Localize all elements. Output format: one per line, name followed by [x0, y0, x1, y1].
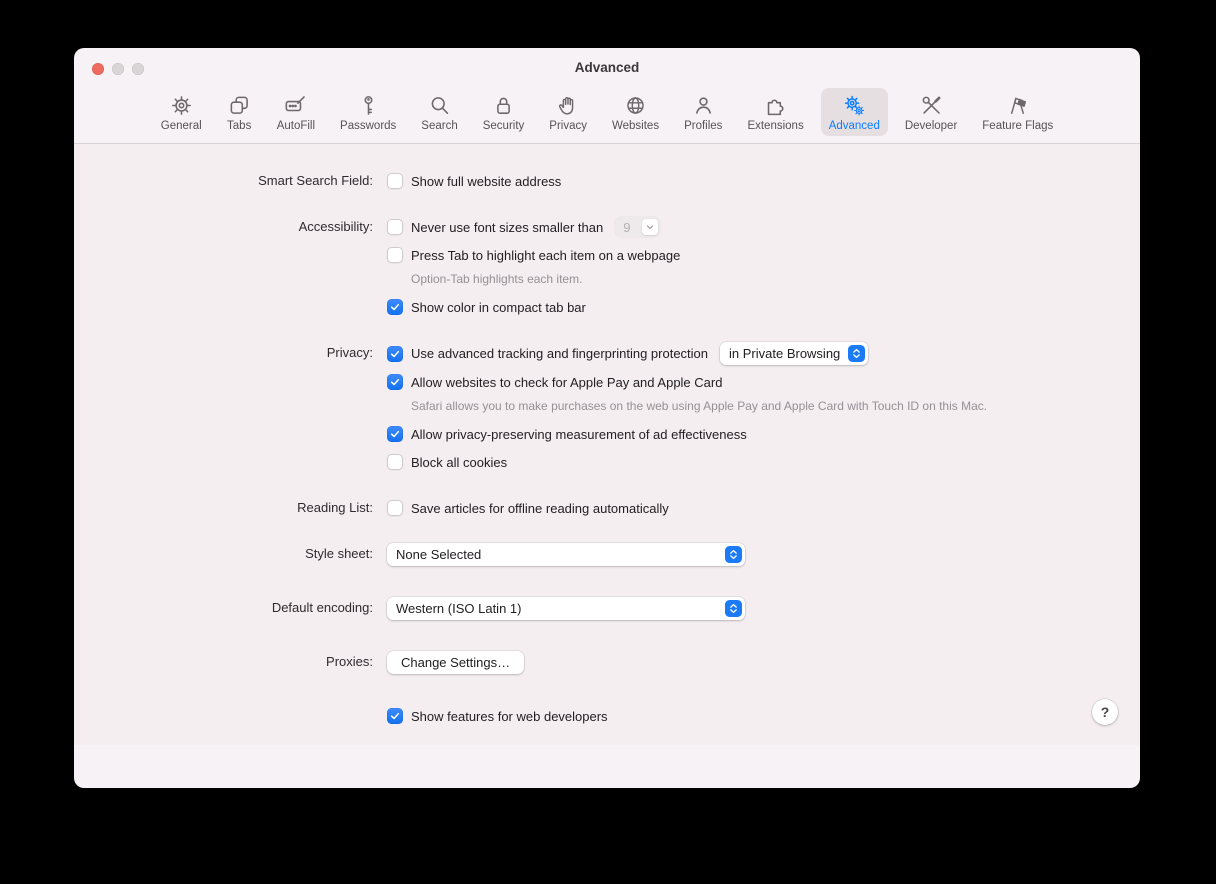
- checkbox-label: Show full website address: [411, 173, 562, 189]
- checkbox-row: [387, 216, 680, 238]
- checkbox-label: Use advanced tracking and fingerprinting protection: [411, 346, 709, 361]
- tab-extensions[interactable]: [739, 88, 811, 136]
- tab-advanced[interactable]: [821, 88, 888, 136]
- section-label: Default encoding:: [271, 600, 373, 615]
- autofill-icon: [283, 93, 308, 118]
- tab-developer[interactable]: [897, 88, 965, 136]
- section-default-encoding: [74, 597, 1140, 620]
- checkbox-show-color-compact-tab-bar[interactable]: [387, 299, 403, 315]
- checkbox-show-full-address[interactable]: [387, 173, 403, 189]
- checkbox-row: [387, 342, 987, 365]
- apple-pay-caption: Safari allows you to make purchases on the web using Apple Pay and Apple Card with Touch ID on this Mac.: [411, 399, 988, 413]
- checkbox-row: [387, 371, 987, 393]
- section-style-sheet: [74, 543, 1140, 566]
- tracking-protection-scope-select[interactable]: in Private Browsing: [720, 342, 868, 365]
- change-settings-button[interactable]: Change Settings…: [387, 651, 524, 674]
- tab-label: Extensions: [747, 120, 804, 132]
- tab-privacy[interactable]: [541, 88, 595, 136]
- section-web-developers: [74, 705, 1140, 727]
- checkbox-press-tab-highlight[interactable]: [387, 247, 403, 263]
- lock-icon: [491, 93, 516, 118]
- checkbox-row: [387, 296, 680, 318]
- checkbox-web-developer-features[interactable]: [387, 708, 403, 724]
- checkmark-icon: [389, 348, 401, 360]
- tab-passwords[interactable]: [332, 88, 404, 136]
- tab-label: Passwords: [340, 120, 397, 132]
- section-proxies: [74, 651, 1140, 674]
- checkbox-label: Block all cookies: [411, 454, 508, 470]
- puzzle-icon: [763, 93, 788, 118]
- checkmark-icon: [389, 710, 401, 722]
- tab-autofill[interactable]: [269, 88, 323, 136]
- tab-label: Tabs: [227, 120, 252, 132]
- tab-general[interactable]: [153, 88, 210, 136]
- settings-toolbar: [74, 86, 1140, 144]
- section-reading-list: [74, 497, 1140, 519]
- default-encoding-select[interactable]: Western (ISO Latin 1): [387, 597, 745, 620]
- tab-label: Feature Flags: [982, 120, 1054, 132]
- section-label: Accessibility:: [298, 219, 373, 234]
- tab-label: Privacy: [549, 120, 587, 132]
- checkbox-row: [387, 451, 987, 473]
- tab-label: AutoFill: [276, 120, 316, 132]
- stepper-chevrons-icon: [848, 345, 865, 362]
- tab-label: General: [160, 120, 202, 132]
- tab-security[interactable]: [475, 88, 533, 136]
- checkbox-block-cookies[interactable]: [387, 454, 403, 470]
- checkbox-apple-pay[interactable]: [387, 374, 403, 390]
- tab-tabs[interactable]: [219, 88, 260, 136]
- checkbox-row: [387, 244, 680, 266]
- section-label: Smart Search Field:: [258, 173, 373, 188]
- zoom-button[interactable]: [132, 63, 144, 75]
- tab-label: Search: [421, 120, 458, 132]
- section-label: Proxies:: [326, 654, 373, 669]
- section-label: Privacy:: [326, 345, 373, 360]
- checkbox-row: [387, 170, 561, 192]
- minimize-button[interactable]: [112, 63, 124, 75]
- close-button[interactable]: [92, 63, 104, 75]
- tab-profiles[interactable]: [676, 88, 730, 136]
- tab-search[interactable]: [413, 88, 465, 136]
- section-accessibility: [74, 216, 1140, 318]
- window-title: Advanced: [574, 60, 640, 75]
- checkbox-offline-reading[interactable]: [387, 500, 403, 516]
- tools-icon: [919, 93, 944, 118]
- tab-websites[interactable]: [604, 88, 667, 136]
- checkbox-label: Show features for web developers: [411, 708, 608, 724]
- tabs-icon: [227, 93, 252, 118]
- checkbox-row: [387, 705, 608, 727]
- tab-label: Websites: [611, 120, 660, 132]
- section-label: [74, 705, 373, 727]
- checkbox-tracking-protection[interactable]: [387, 346, 403, 362]
- tab-label: Security: [482, 120, 525, 132]
- settings-content: [74, 144, 1140, 745]
- safari-settings-window: [74, 48, 1140, 788]
- checkbox-label: Allow websites to check for Apple Pay and Apple Card: [411, 374, 723, 390]
- checkmark-icon: [389, 301, 401, 313]
- font-size-select: 9: [615, 217, 660, 237]
- search-icon: [427, 93, 452, 118]
- checkbox-ad-measurement[interactable]: [387, 426, 403, 442]
- checkmark-icon: [389, 428, 401, 440]
- checkbox-row: [387, 423, 987, 445]
- traffic-lights: [92, 63, 144, 75]
- gear-icon: [169, 93, 194, 118]
- option-tab-caption: Option-Tab highlights each item.: [411, 272, 583, 286]
- checkmark-icon: [389, 376, 401, 388]
- stepper-chevrons-icon: [725, 600, 742, 617]
- key-icon: [356, 93, 381, 118]
- checkbox-label: Never use font sizes smaller than: [411, 219, 604, 235]
- globe-icon: [623, 93, 648, 118]
- tab-feature-flags[interactable]: [974, 88, 1061, 136]
- section-privacy: [74, 342, 1140, 473]
- checkbox-min-font-size[interactable]: [387, 219, 403, 235]
- section-smart-search-field: [74, 170, 1140, 192]
- style-sheet-select[interactable]: None Selected: [387, 543, 745, 566]
- tab-label: Profiles: [684, 120, 723, 132]
- checkbox-label: Save articles for offline reading automatically: [411, 500, 669, 516]
- help-button[interactable]: ?: [1092, 699, 1118, 725]
- checkbox-row: [387, 497, 669, 519]
- section-label: Reading List:: [297, 500, 373, 515]
- hand-icon: [556, 93, 581, 118]
- checkbox-label: Show color in compact tab bar: [411, 299, 586, 315]
- title-bar: [74, 48, 1140, 86]
- flags-icon: [1005, 93, 1030, 118]
- gears-icon: [842, 93, 867, 118]
- section-label: Style sheet:: [305, 546, 373, 561]
- chevron-down-icon: [642, 219, 658, 235]
- person-icon: [691, 93, 716, 118]
- stepper-chevrons-icon: [725, 546, 742, 563]
- tab-label: Advanced: [828, 120, 880, 132]
- checkbox-label: Allow privacy-preserving measurement of ad effectiveness: [411, 426, 747, 442]
- tab-label: Developer: [904, 120, 958, 132]
- checkbox-label: Press Tab to highlight each item on a webpage: [411, 247, 681, 263]
